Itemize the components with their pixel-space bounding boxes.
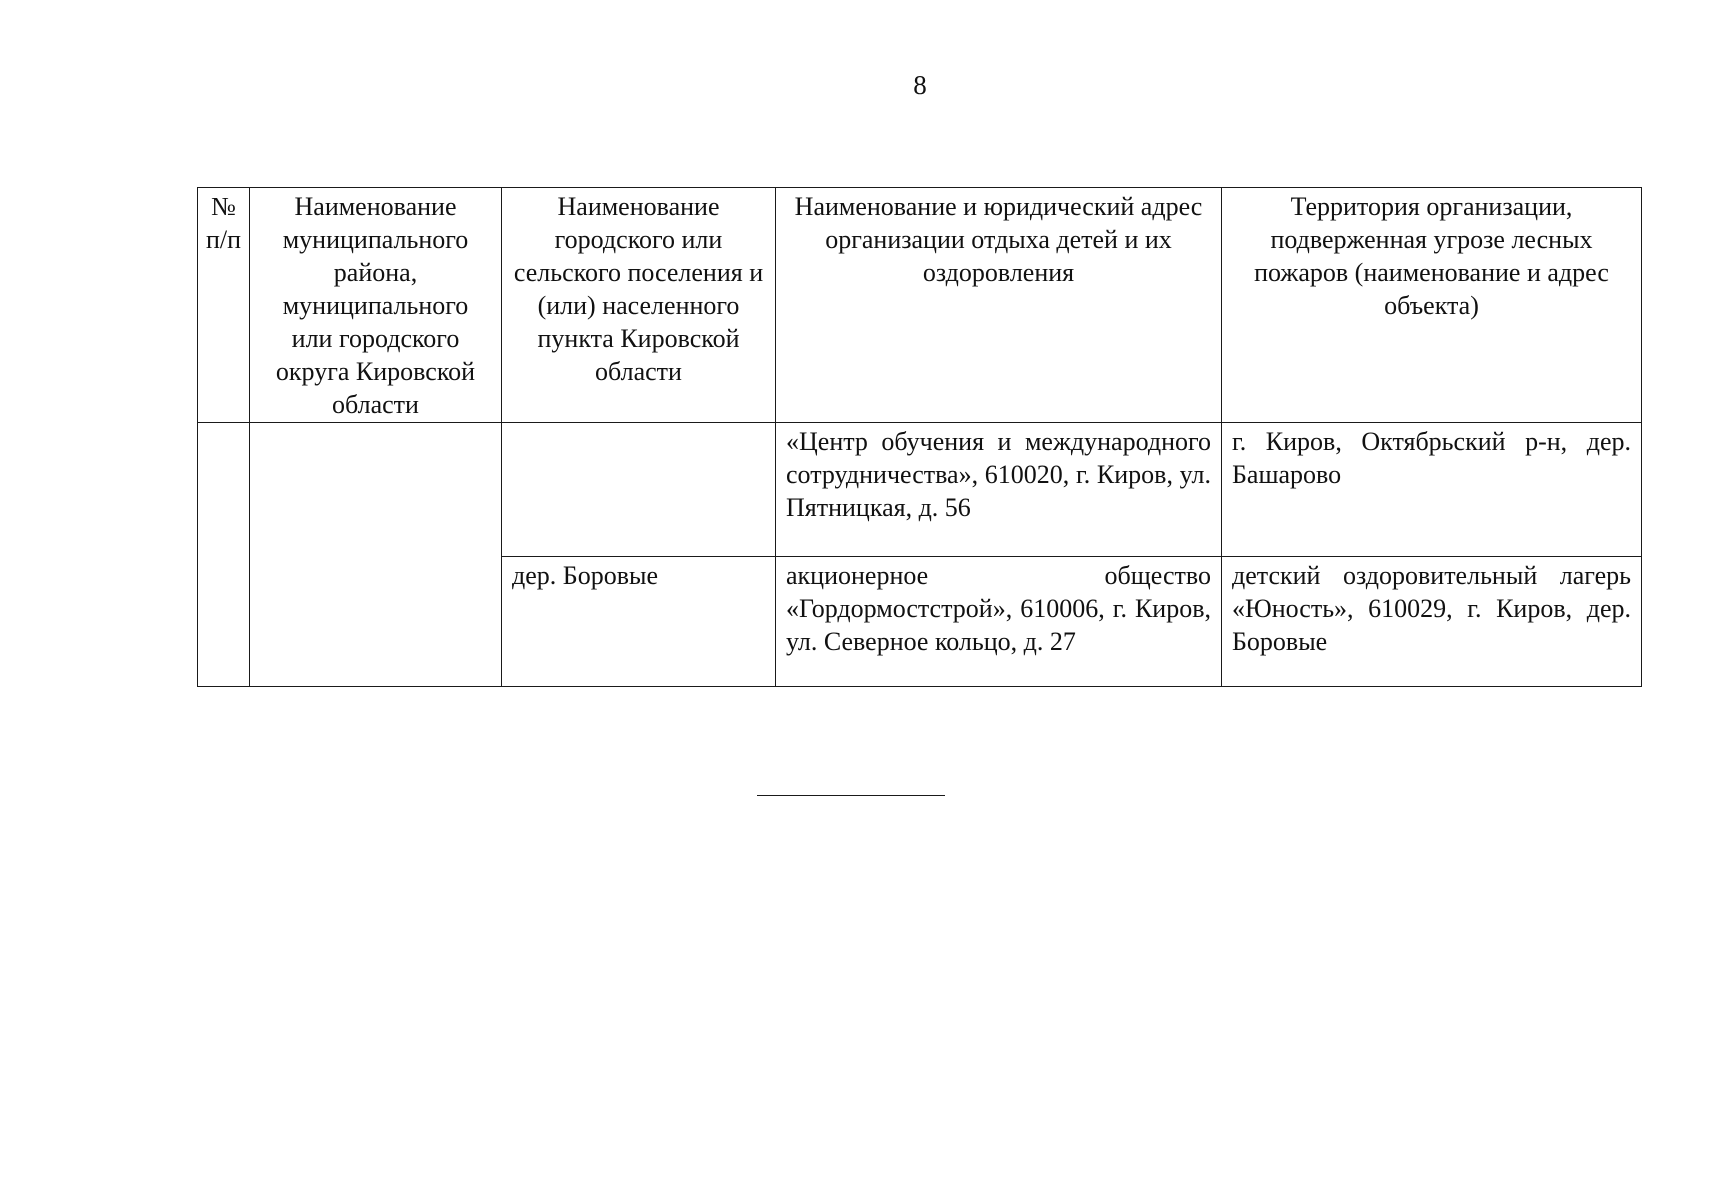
organizations-table (197, 187, 1642, 687)
table-header-row (198, 188, 1642, 423)
municipal-district-cell (250, 423, 502, 687)
organization-cell: «Центр обучения и международного сотрудничества», 610020, г. Киров, ул. Пятницкая, д. 56 (776, 423, 1222, 557)
closing-rule-line (757, 795, 945, 796)
header-organization: Наименование и юридический адрес организации отдыха детей и их оздоровления (776, 188, 1222, 423)
page-number: 8 (913, 70, 927, 100)
settlement-cell (502, 423, 776, 557)
header-territory: Территория организации, подверженная угрозе лесных пожаров (наименование и адрес объекта) (1222, 188, 1642, 423)
territory-cell: детский оздоровительный лагерь «Юность», 610029, г. Киров, дер. Боровые (1222, 557, 1642, 687)
header-municipal-district: Наименование муниципального района, муниципального или городского округа Кировской области (250, 188, 502, 423)
settlement-cell: дер. Боровые (502, 557, 776, 687)
header-number: № п/п (198, 188, 250, 423)
header-settlement: Наименование городского или сельского поселения и (или) населенного пункта Кировской области (502, 188, 776, 423)
table-row (198, 423, 1642, 557)
organization-cell: акционерное общество «Гордормостстрой», 610006, г. Киров, ул. Северное кольцо, д. 27 (776, 557, 1222, 687)
territory-cell: г. Киров, Октябрьский р-н, дер. Башарово (1222, 423, 1642, 557)
number-cell (198, 423, 250, 687)
